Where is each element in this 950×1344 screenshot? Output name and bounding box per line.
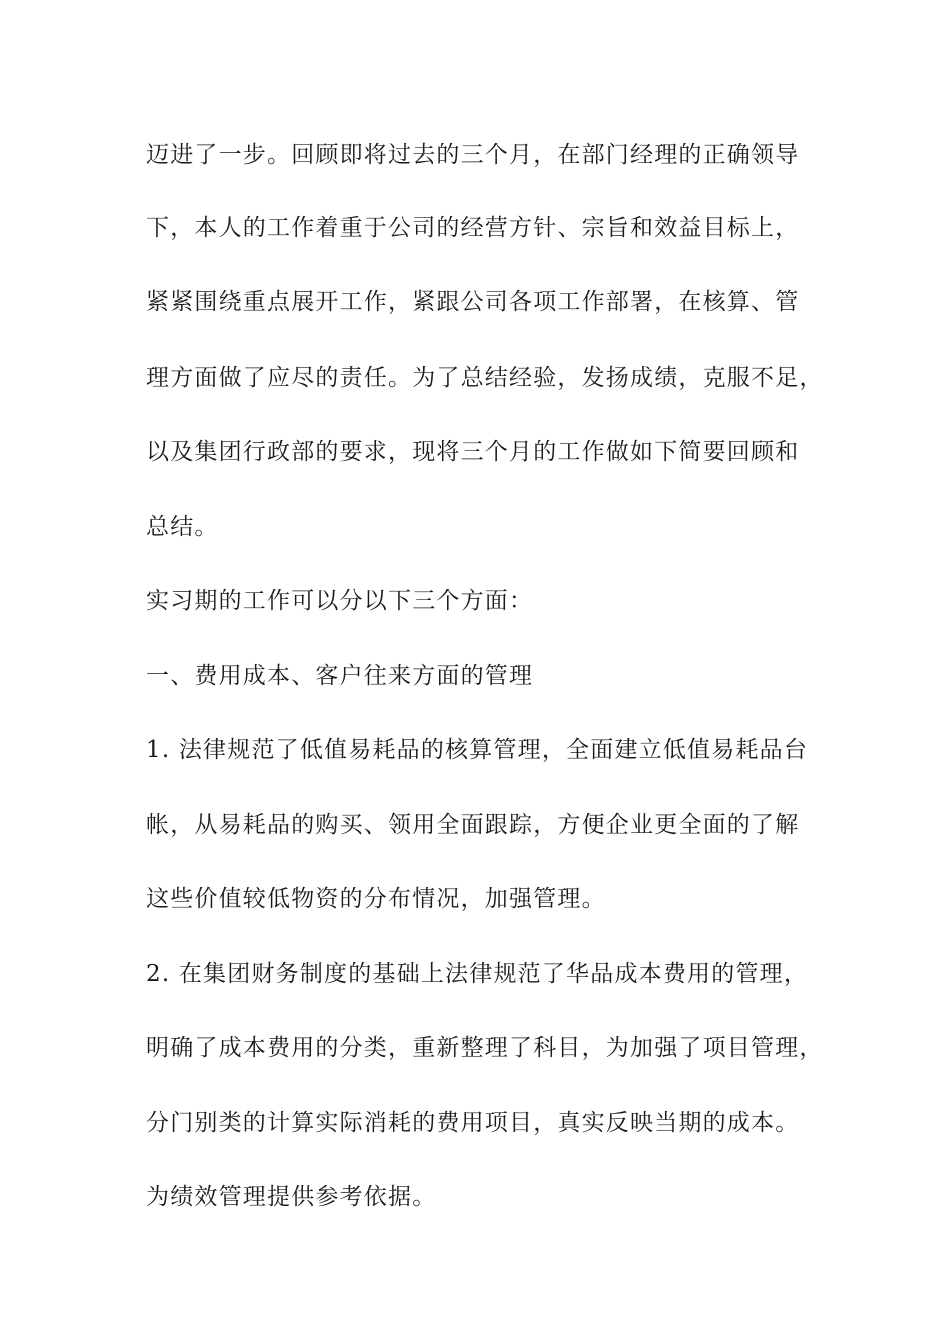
paragraph-line: 下，本人的工作着重于公司的经营方针、宗旨和效益目标上， [146, 215, 800, 241]
paragraph-line: 紧紧围绕重点展开工作，紧跟公司各项工作部署，在核算、管 [146, 289, 800, 315]
list-item-1-line: 这些价值较低物资的分布情况，加强管理。 [146, 886, 606, 912]
paragraph-line: 理方面做了应尽的责任。为了总结经验，发扬成绩，克服不足， [146, 365, 824, 391]
list-item-2-line: 分门别类的计算实际消耗的费用项目，真实反映当期的成本。 [146, 1110, 800, 1136]
paragraph-line: 以及集团行政部的要求，现将三个月的工作做如下简要回顾和 [146, 439, 800, 465]
paragraph-line: 迈进了一步。回顾即将过去的三个月，在部门经理的正确领导 [146, 142, 800, 168]
list-item-1-line: 1. 法律规范了低值易耗品的核算管理，全面建立低值易耗品台 [146, 737, 809, 763]
list-item-1-line: 帐，从易耗品的购买、领用全面跟踪，方便企业更全面的了解 [146, 812, 800, 838]
list-item-2-line: 2. 在集团财务制度的基础上法律规范了华品成本费用的管理， [146, 961, 809, 987]
list-item-2-line: 为绩效管理提供参考依据。 [146, 1184, 437, 1210]
section-intro: 实习期的工作可以分以下三个方面： [146, 588, 534, 614]
list-item-2-line: 明确了成本费用的分类，重新整理了科目，为加强了项目管理， [146, 1035, 824, 1061]
section-heading: 一、费用成本、客户往来方面的管理 [146, 663, 534, 689]
paragraph-line: 总结。 [146, 514, 219, 540]
